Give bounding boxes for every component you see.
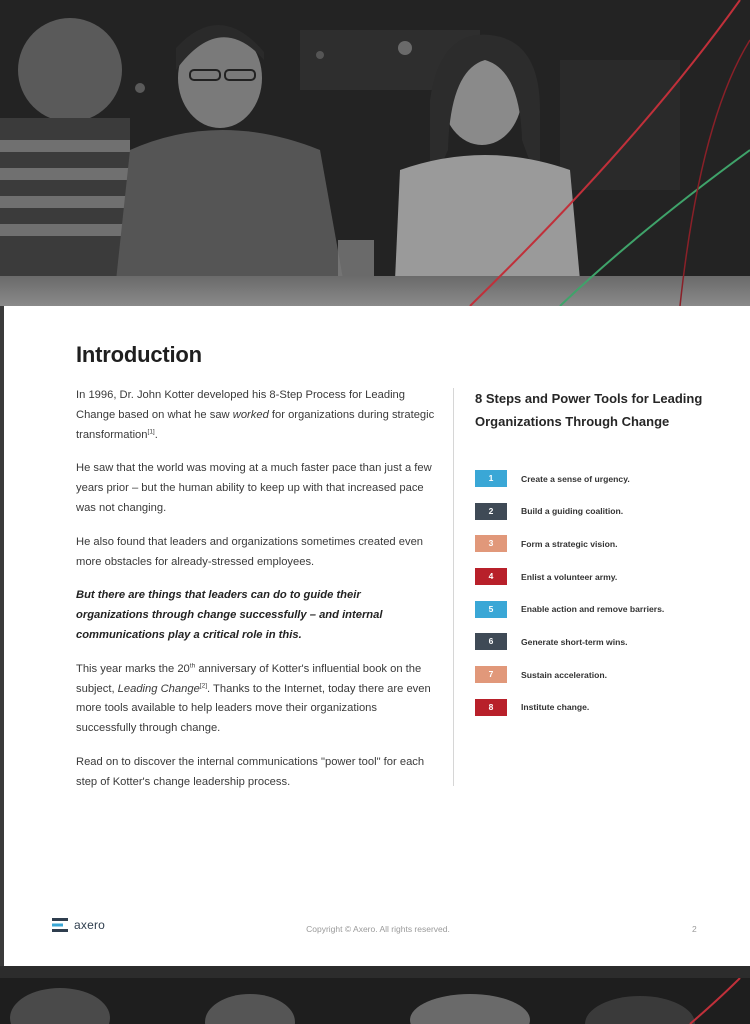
introduction-title: Introduction: [76, 342, 202, 367]
step-label: Sustain acceleration.: [521, 669, 607, 680]
intro-paragraph-5: This year marks the 20th anniversary of Kotter's influential book on the subject, Leading Change[2]. Thanks to the Internet, today there are even more tools available to help leaders move their organizations successfully through change.: [76, 662, 431, 735]
step-label: Build a guiding coalition.: [521, 506, 624, 517]
step-label: Create a sense of urgency.: [521, 473, 630, 484]
step-number-badge: 8: [475, 699, 507, 716]
step-item-7: [475, 666, 664, 683]
steps-list: [475, 470, 664, 732]
step-item-8: [475, 699, 664, 716]
step-number-badge: 7: [475, 666, 507, 683]
hero-photo-illustration: [0, 0, 750, 306]
step-item-5: [475, 601, 664, 618]
step-label: Form a strategic vision.: [521, 538, 618, 549]
axero-logo: [52, 918, 105, 932]
intro-paragraph-1: In 1996, Dr. John Kotter developed his 8-Step Process for Leading Change based on what he saw worked for organizations during strategic transformation[1].: [76, 389, 435, 441]
next-page-preview: [0, 978, 750, 1024]
intro-paragraph-3: He also found that leaders and organizations sometimes created even more obstacles for already-stressed employees.: [76, 535, 424, 568]
step-number-badge: 6: [475, 633, 507, 650]
intro-paragraph-6: Read on to discover the internal communications "power tool" for each step of Kotter's change leadership process.: [76, 755, 425, 788]
steps-panel-title: 8 Steps and Power Tools for Leading Organizations Through Change: [475, 391, 703, 429]
next-page-photo: [0, 978, 750, 1024]
column-divider: [453, 388, 454, 786]
hero-photo: [0, 0, 750, 306]
page-gutter: [0, 966, 750, 978]
step-item-2: [475, 503, 664, 520]
document-page: [4, 306, 750, 966]
step-label: Institute change.: [521, 702, 590, 713]
step-item-6: [475, 633, 664, 650]
intro-paragraph-4-emphasis: But there are things that leaders can do to guide their organizations through change successfully – and internal communications play a critical role in this.: [76, 589, 383, 641]
step-number-badge: 2: [475, 503, 507, 520]
step-label: Enable action and remove barriers.: [521, 604, 665, 615]
step-item-4: [475, 568, 664, 585]
step-item-1: [475, 470, 664, 487]
introduction-body: [76, 386, 436, 807]
step-number-badge: 1: [475, 470, 507, 487]
step-label: Enlist a volunteer army.: [521, 571, 618, 582]
intro-paragraph-2: He saw that the world was moving at a much faster pace than just a few years prior – but the human ability to keep up with that increased pace was not changing.: [76, 462, 432, 514]
step-number-badge: 3: [475, 535, 507, 552]
step-item-3: [475, 535, 664, 552]
step-number-badge: 4: [475, 568, 507, 585]
step-label: Generate short-term wins.: [521, 636, 628, 647]
axero-logo-text: axero: [74, 918, 106, 932]
copyright-notice: Copyright © Axero. All rights reserved.: [306, 924, 450, 934]
axero-logo-icon: [52, 918, 68, 932]
page-number: 2: [692, 924, 697, 934]
step-number-badge: 5: [475, 601, 507, 618]
